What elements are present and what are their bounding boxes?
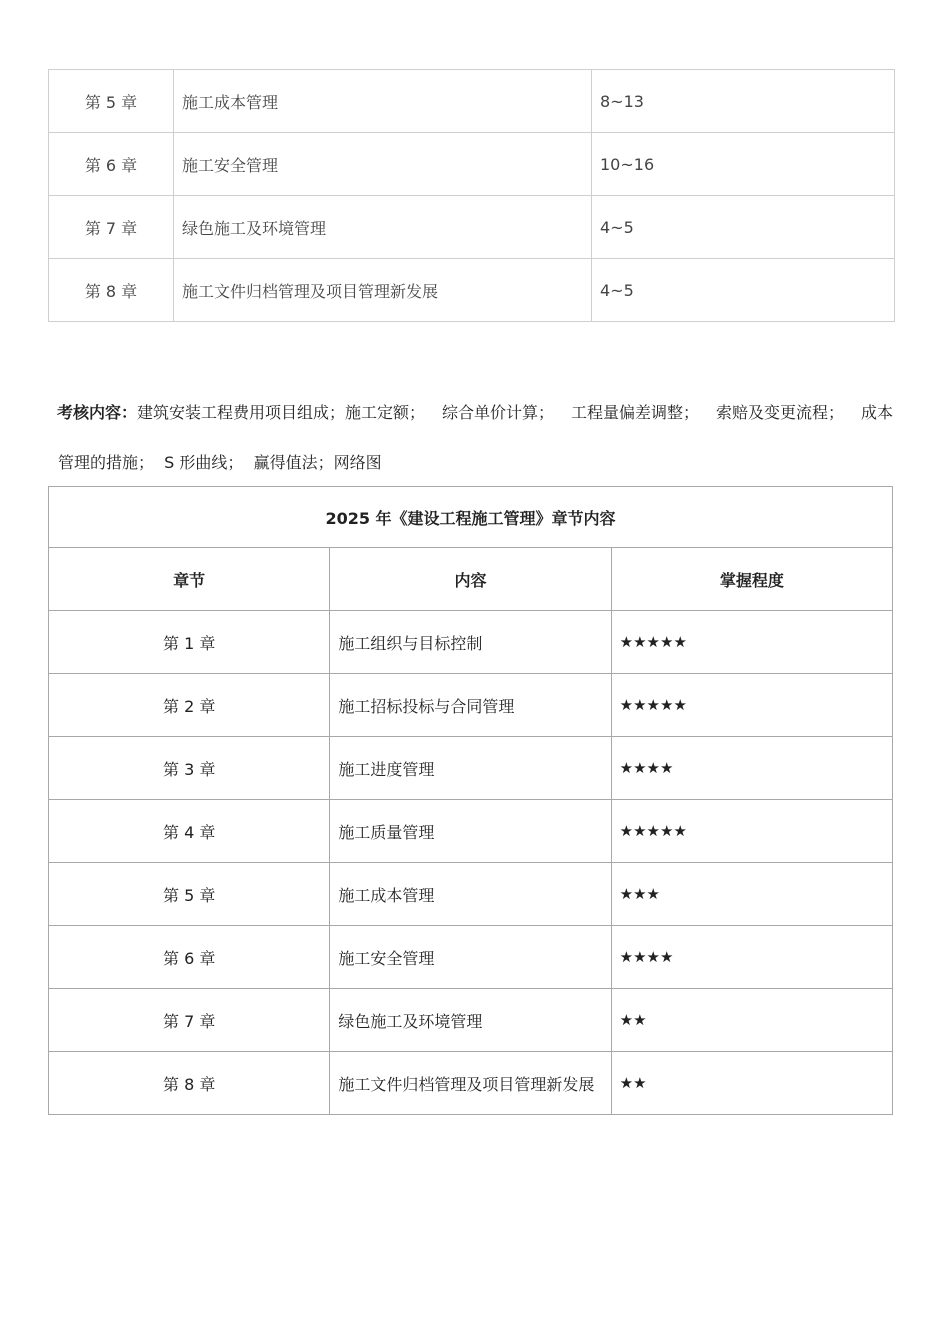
star-rating: ★★★★ bbox=[611, 737, 892, 800]
star-rating: ★★★★★ bbox=[611, 611, 892, 674]
table-row bbox=[49, 989, 893, 1052]
chapter-cell: 第 5 章 bbox=[49, 70, 174, 133]
table-row bbox=[49, 259, 895, 322]
table-row bbox=[49, 863, 893, 926]
table-row bbox=[49, 1052, 893, 1115]
chapter-cell: 第 8 章 bbox=[49, 259, 174, 322]
assessment-item: 索赔及变更流程； bbox=[715, 403, 844, 422]
content-cell: 施工招标投标与合同管理 bbox=[330, 674, 611, 737]
chapter-cell: 第 6 章 bbox=[49, 926, 330, 989]
table-row bbox=[49, 70, 895, 133]
assessment-line-1 bbox=[57, 388, 893, 438]
chapter-cell: 第 5 章 bbox=[49, 863, 330, 926]
table-row bbox=[49, 674, 893, 737]
star-rating: ★★★★ bbox=[611, 926, 892, 989]
assessment-label: 考核内容： bbox=[57, 403, 138, 422]
table-row bbox=[49, 800, 893, 863]
assessment-item: 综合单价计算； bbox=[442, 403, 555, 422]
content-cell: 施工安全管理 bbox=[174, 133, 592, 196]
content-cell: 施工组织与目标控制 bbox=[330, 611, 611, 674]
content-cell: 施工文件归档管理及项目管理新发展 bbox=[174, 259, 592, 322]
table-row bbox=[49, 611, 893, 674]
assessment-item: 成本 bbox=[860, 403, 893, 422]
assessment-paragraph bbox=[57, 388, 893, 488]
table-row bbox=[49, 737, 893, 800]
chapter-cell: 第 1 章 bbox=[49, 611, 330, 674]
content-cell: 施工安全管理 bbox=[330, 926, 611, 989]
assessment-item: 建筑安装工程费用项目组成；施工定额； bbox=[137, 403, 426, 422]
assessment-line-2: 管理的措施； S 形曲线； 赢得值法；网络图 bbox=[58, 453, 382, 472]
table-row bbox=[49, 196, 895, 259]
table-title: 2025 年《建设工程施工管理》章节内容 bbox=[49, 487, 893, 548]
content-cell: 施工成本管理 bbox=[174, 70, 592, 133]
table-header-row bbox=[49, 548, 893, 611]
table-title-row bbox=[49, 487, 893, 548]
table-row bbox=[49, 926, 893, 989]
header-content: 内容 bbox=[330, 548, 611, 611]
star-rating: ★★★★★ bbox=[611, 674, 892, 737]
score-cell: 4~5 bbox=[592, 196, 895, 259]
chapter-cell: 第 8 章 bbox=[49, 1052, 330, 1115]
assessment-first-segment bbox=[57, 388, 425, 438]
star-rating: ★★ bbox=[611, 1052, 892, 1115]
score-cell: 8~13 bbox=[592, 70, 895, 133]
chapter-cell: 第 2 章 bbox=[49, 674, 330, 737]
content-cell: 施工进度管理 bbox=[330, 737, 611, 800]
score-cell: 10~16 bbox=[592, 133, 895, 196]
header-chapter: 章节 bbox=[49, 548, 330, 611]
chapter-cell: 第 3 章 bbox=[49, 737, 330, 800]
content-cell: 施工文件归档管理及项目管理新发展 bbox=[330, 1052, 611, 1115]
header-level: 掌握程度 bbox=[611, 548, 892, 611]
score-table bbox=[48, 69, 895, 322]
star-rating: ★★★★★ bbox=[611, 800, 892, 863]
chapter-table bbox=[48, 486, 893, 1115]
score-cell: 4~5 bbox=[592, 259, 895, 322]
chapter-cell: 第 7 章 bbox=[49, 989, 330, 1052]
star-rating: ★★ bbox=[611, 989, 892, 1052]
content-cell: 施工质量管理 bbox=[330, 800, 611, 863]
content-cell: 绿色施工及环境管理 bbox=[330, 989, 611, 1052]
content-cell: 施工成本管理 bbox=[330, 863, 611, 926]
content-cell: 绿色施工及环境管理 bbox=[174, 196, 592, 259]
star-rating: ★★★ bbox=[611, 863, 892, 926]
chapter-cell: 第 7 章 bbox=[49, 196, 174, 259]
chapter-cell: 第 6 章 bbox=[49, 133, 174, 196]
chapter-cell: 第 4 章 bbox=[49, 800, 330, 863]
assessment-item: 工程量偏差调整； bbox=[570, 403, 699, 422]
table-row bbox=[49, 133, 895, 196]
